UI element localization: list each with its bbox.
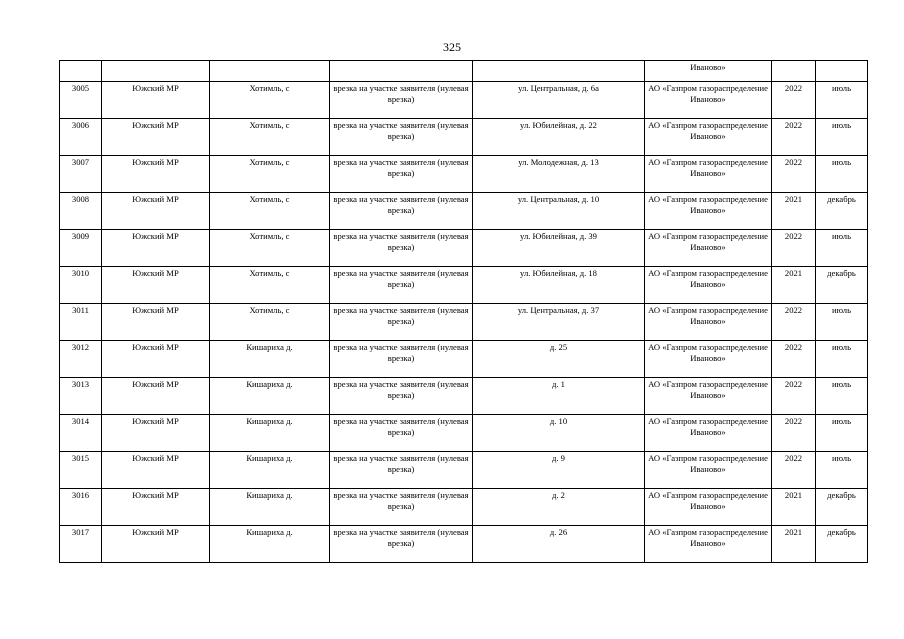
cell-year: 2022: [772, 304, 816, 341]
cell-address: ул. Центральная, д. 37: [473, 304, 645, 341]
cell-locality: Хотимль, с: [210, 119, 330, 156]
cell-work: врезка на участке заявителя (нулевая врезка): [330, 230, 473, 267]
cell-district: Южский МР: [102, 82, 210, 119]
cell-org: Иваново»: [645, 61, 772, 82]
cell-work: врезка на участке заявителя (нулевая врезка): [330, 378, 473, 415]
cell-work: врезка на участке заявителя (нулевая врезка): [330, 452, 473, 489]
cell-district: Южский МР: [102, 267, 210, 304]
table-row: [60, 526, 868, 563]
cell-work: врезка на участке заявителя (нулевая врезка): [330, 156, 473, 193]
cell-num: 3013: [60, 378, 102, 415]
cell-locality: Хотимль, с: [210, 156, 330, 193]
cell-locality: Хотимль, с: [210, 193, 330, 230]
cell-address: ул. Юбилейная, д. 18: [473, 267, 645, 304]
cell-address: [473, 61, 645, 82]
cell-district: Южский МР: [102, 304, 210, 341]
cell-month: [816, 61, 868, 82]
table-row: [60, 193, 868, 230]
cell-year: 2022: [772, 230, 816, 267]
cell-district: Южский МР: [102, 156, 210, 193]
cell-month: декабрь: [816, 267, 868, 304]
cell-work: врезка на участке заявителя (нулевая врезка): [330, 489, 473, 526]
cell-year: 2021: [772, 489, 816, 526]
cell-address: д. 2: [473, 489, 645, 526]
cell-district: Южский МР: [102, 193, 210, 230]
cell-locality: Кишариха д.: [210, 341, 330, 378]
table-row: [60, 304, 868, 341]
cell-month: декабрь: [816, 526, 868, 563]
cell-work: врезка на участке заявителя (нулевая врезка): [330, 304, 473, 341]
cell-locality: Кишариха д.: [210, 415, 330, 452]
cell-org: АО «Газпром газораспределение Иваново»: [645, 526, 772, 563]
cell-org: АО «Газпром газораспределение Иваново»: [645, 156, 772, 193]
cell-month: июль: [816, 415, 868, 452]
table-row: [60, 82, 868, 119]
cell-org: АО «Газпром газораспределение Иваново»: [645, 119, 772, 156]
cell-address: ул. Юбилейная, д. 22: [473, 119, 645, 156]
cell-month: июль: [816, 341, 868, 378]
cell-num: 3015: [60, 452, 102, 489]
cell-locality: Хотимль, с: [210, 82, 330, 119]
cell-locality: Кишариха д.: [210, 489, 330, 526]
cell-year: [772, 61, 816, 82]
cell-year: 2022: [772, 156, 816, 193]
table-row: [60, 415, 868, 452]
cell-num: [60, 61, 102, 82]
cell-year: 2022: [772, 452, 816, 489]
cell-num: 3008: [60, 193, 102, 230]
cell-month: июль: [816, 82, 868, 119]
cell-address: д. 10: [473, 415, 645, 452]
cell-address: д. 1: [473, 378, 645, 415]
cell-month: июль: [816, 452, 868, 489]
cell-address: д. 26: [473, 526, 645, 563]
cell-district: Южский МР: [102, 526, 210, 563]
cell-address: ул. Юбилейная, д. 39: [473, 230, 645, 267]
cell-district: Южский МР: [102, 341, 210, 378]
cell-address: ул. Молодежная, д. 13: [473, 156, 645, 193]
cell-work: врезка на участке заявителя (нулевая врезка): [330, 193, 473, 230]
cell-locality: Хотимль, с: [210, 267, 330, 304]
cell-work: [330, 61, 473, 82]
table-row: [60, 341, 868, 378]
cell-district: Южский МР: [102, 378, 210, 415]
cell-num: 3006: [60, 119, 102, 156]
cell-year: 2022: [772, 378, 816, 415]
cell-district: Южский МР: [102, 230, 210, 267]
cell-locality: Кишариха д.: [210, 378, 330, 415]
cell-year: 2021: [772, 193, 816, 230]
cell-num: 3014: [60, 415, 102, 452]
table-row: [60, 489, 868, 526]
cell-month: июль: [816, 230, 868, 267]
table-row: [60, 156, 868, 193]
cell-num: 3009: [60, 230, 102, 267]
cell-locality: [210, 61, 330, 82]
cell-org: АО «Газпром газораспределение Иваново»: [645, 489, 772, 526]
table-row: [60, 452, 868, 489]
cell-org: АО «Газпром газораспределение Иваново»: [645, 415, 772, 452]
cell-year: 2022: [772, 119, 816, 156]
cell-address: д. 9: [473, 452, 645, 489]
cell-locality: Кишариха д.: [210, 526, 330, 563]
cell-work: врезка на участке заявителя (нулевая врезка): [330, 119, 473, 156]
cell-district: [102, 61, 210, 82]
table-row: [60, 267, 868, 304]
cell-month: декабрь: [816, 489, 868, 526]
cell-work: врезка на участке заявителя (нулевая врезка): [330, 82, 473, 119]
page-number: 325: [443, 40, 461, 54]
cell-year: 2022: [772, 82, 816, 119]
cell-org: АО «Газпром газораспределение Иваново»: [645, 452, 772, 489]
cell-month: июль: [816, 156, 868, 193]
cell-work: врезка на участке заявителя (нулевая врезка): [330, 526, 473, 563]
cell-district: Южский МР: [102, 452, 210, 489]
cell-district: Южский МР: [102, 489, 210, 526]
cell-num: 3010: [60, 267, 102, 304]
cell-year: 2021: [772, 526, 816, 563]
cell-month: июль: [816, 304, 868, 341]
cell-org: АО «Газпром газораспределение Иваново»: [645, 304, 772, 341]
table-body: [60, 61, 868, 563]
table-row: [60, 230, 868, 267]
cell-month: июль: [816, 119, 868, 156]
cell-org: АО «Газпром газораспределение Иваново»: [645, 82, 772, 119]
cell-year: 2022: [772, 341, 816, 378]
cell-locality: Хотимль, с: [210, 230, 330, 267]
table-row-continuation: [60, 61, 868, 82]
table-row: [60, 378, 868, 415]
registry-table: [59, 60, 868, 563]
cell-district: Южский МР: [102, 119, 210, 156]
cell-work: врезка на участке заявителя (нулевая врезка): [330, 341, 473, 378]
cell-year: 2021: [772, 267, 816, 304]
cell-month: июль: [816, 378, 868, 415]
table-row: [60, 119, 868, 156]
cell-num: 3007: [60, 156, 102, 193]
cell-org: АО «Газпром газораспределение Иваново»: [645, 378, 772, 415]
cell-locality: Хотимль, с: [210, 304, 330, 341]
cell-locality: Кишариха д.: [210, 452, 330, 489]
cell-num: 3005: [60, 82, 102, 119]
cell-month: декабрь: [816, 193, 868, 230]
cell-num: 3012: [60, 341, 102, 378]
cell-num: 3011: [60, 304, 102, 341]
cell-org: АО «Газпром газораспределение Иваново»: [645, 267, 772, 304]
cell-address: ул. Центральная, д. 10: [473, 193, 645, 230]
cell-org: АО «Газпром газораспределение Иваново»: [645, 230, 772, 267]
cell-num: 3017: [60, 526, 102, 563]
cell-org: АО «Газпром газораспределение Иваново»: [645, 193, 772, 230]
cell-address: ул. Центральная, д. 6а: [473, 82, 645, 119]
cell-org: АО «Газпром газораспределение Иваново»: [645, 341, 772, 378]
cell-num: 3016: [60, 489, 102, 526]
cell-work: врезка на участке заявителя (нулевая врезка): [330, 267, 473, 304]
cell-district: Южский МР: [102, 415, 210, 452]
cell-address: д. 25: [473, 341, 645, 378]
cell-work: врезка на участке заявителя (нулевая врезка): [330, 415, 473, 452]
cell-year: 2022: [772, 415, 816, 452]
